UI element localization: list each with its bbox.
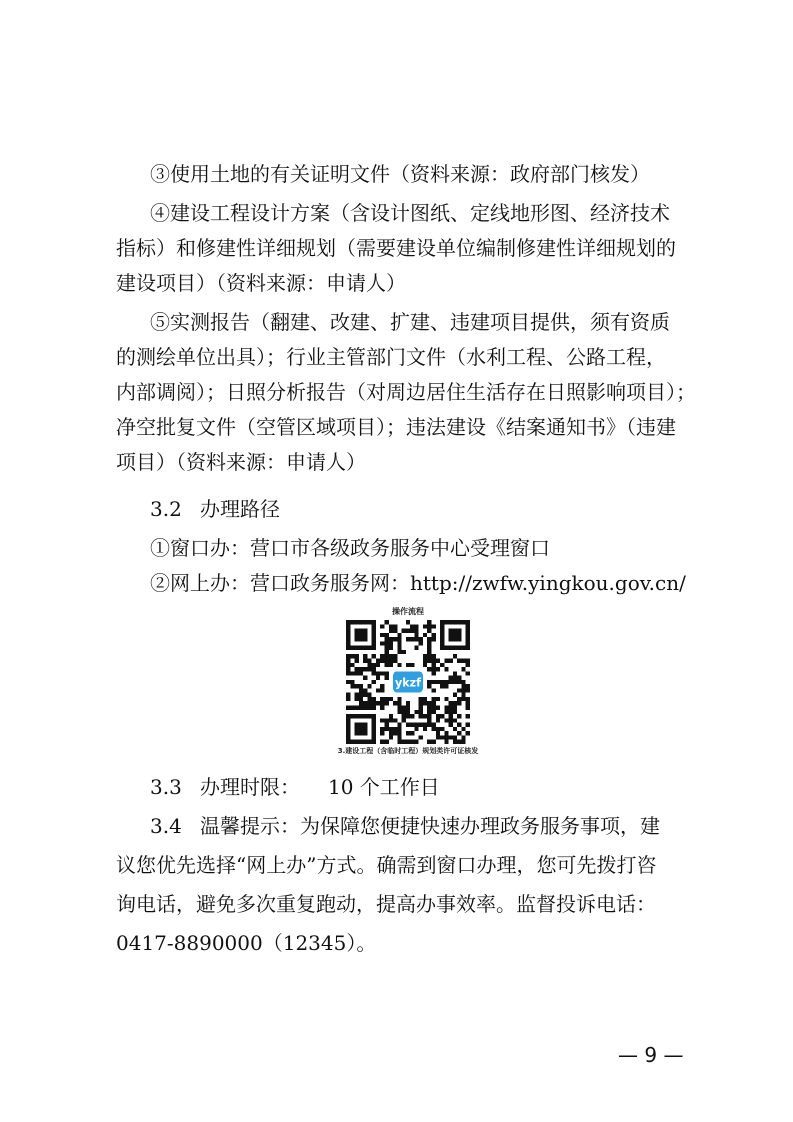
paragraph-item-5-line-4: 净空批复文件（空管区域项目）；违法建设《结案通知书》（违建 (116, 415, 676, 439)
qr-code[interactable] (346, 620, 470, 744)
paragraph-item-5-line-1: ⑤实测报告（翻建、改建、扩建、违建项目提供，须有资质 (150, 310, 670, 334)
section-number: 3.3 (150, 775, 182, 799)
paragraph-item-5-line-5: 项目）（资料来源：申请人） (116, 450, 366, 474)
page-number: — 9 — (618, 1043, 684, 1067)
section-title: 办理路径 (200, 497, 280, 521)
qr-caption-top: 操作流程 (392, 607, 424, 616)
section-title: 办理时限： (200, 775, 300, 799)
qr-logo-text: ykzf (395, 676, 421, 690)
tip-text-line-4: 0417-8890000（12345）。 (116, 931, 377, 955)
section-title: 温馨提示： (200, 814, 300, 838)
route-window: ①窗口办：营口市各级政务服务中心受理窗口 (150, 536, 550, 560)
qr-caption-bottom: 3.建设工程（含临时工程）规划类许可证核发 (337, 747, 479, 755)
paragraph-item-4-line-3: 建设项目）（资料来源：申请人） (116, 271, 406, 295)
paragraph-item-3: ③使用土地的有关证明文件（资料来源：政府部门核发） (150, 162, 650, 186)
tip-text-line-1: 为保障您便捷快速办理政务服务事项，建 (300, 814, 660, 838)
paragraph-item-5-line-2: 的测绘单位出具）；行业主管部门文件（水利工程、公路工程， (116, 345, 666, 369)
section-3-3-heading (150, 772, 440, 802)
section-3-4-line-1 (150, 811, 660, 841)
paragraph-item-5-line-3: 内部调阅）；日照分析报告（对周边居住生活存在日照影响项目）； (116, 380, 696, 404)
tip-text-line-2: 议您优先选择“网上办”方式。确需到窗口办理，您可先拨打咨 (116, 853, 657, 877)
paragraph-item-4-line-1: ④建设工程设计方案（含设计图纸、定线地形图、经济技术 (150, 201, 670, 225)
paragraph-item-4-line-2: 指标）和修建性详细规划（需要建设单位编制修建性详细规划的 (116, 236, 676, 260)
route-online[interactable]: ②网上办：营口政务服务网：http://zwfw.yingkou.gov.cn/ (150, 571, 686, 595)
qr-logo (391, 669, 425, 695)
processing-time-value: 10 个工作日 (328, 775, 440, 799)
qr-code-block (333, 606, 483, 756)
tip-text-line-3: 询电话，避免多次重复跑动，提高办事效率。监督投诉电话： (116, 892, 656, 916)
section-number: 3.4 (150, 814, 182, 838)
section-3-2-heading (150, 494, 280, 524)
section-number: 3.2 (150, 497, 182, 521)
